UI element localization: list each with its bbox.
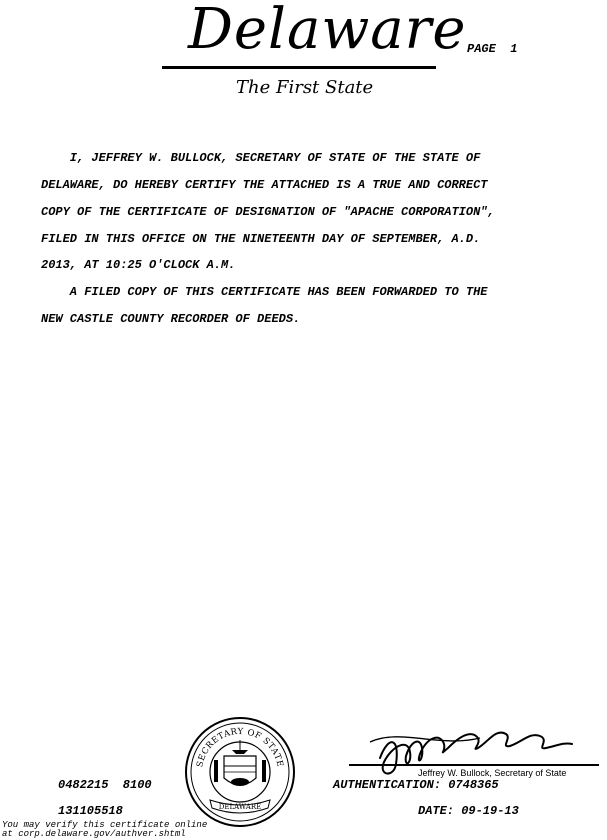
page-number: PAGE 1 <box>467 42 518 56</box>
seal-ring-text: SECRETARY OF STATE <box>195 726 285 769</box>
certificate-line: NEW CASTLE COUNTY RECORDER OF DEEDS. <box>41 312 301 326</box>
signature-caption: Jeffrey W. Bullock, Secretary of State <box>418 768 567 778</box>
signature-line <box>349 764 599 766</box>
sr-number: 131105518 <box>58 804 123 818</box>
verify-note-line1: You may verify this certificate online <box>2 820 208 830</box>
seal-banner-text: DELAWARE <box>218 803 262 811</box>
certificate-line: FILED IN THIS OFFICE ON THE NINETEENTH DAY OF SEPTEMBER, A.D. <box>41 232 481 246</box>
certificate-date: DATE: 09-19-13 <box>418 804 519 818</box>
verify-note-line2: at corp.delaware.gov/authver.shtml <box>2 829 186 839</box>
certificate-line: I, JEFFREY W. BULLOCK, SECRETARY OF STATE OF THE STATE OF <box>41 151 481 165</box>
state-tagline: The First State <box>236 77 374 98</box>
wordmark-underline <box>162 66 436 69</box>
state-seal-icon <box>184 716 296 828</box>
authentication-number: AUTHENTICATION: 0748365 <box>333 778 499 792</box>
certificate-line: DELAWARE, DO HEREBY CERTIFY THE ATTACHED IS A TRUE AND CORRECT <box>41 178 488 192</box>
file-number: 0482215 8100 <box>58 778 152 792</box>
certificate-line: 2013, AT 10:25 O'CLOCK A.M. <box>41 258 236 272</box>
certificate-line: A FILED COPY OF THIS CERTIFICATE HAS BEEN FORWARDED TO THE <box>41 285 488 299</box>
state-wordmark: Delaware <box>188 0 467 62</box>
certificate-line: COPY OF THE CERTIFICATE OF DESIGNATION OF "APACHE CORPORATION", <box>41 205 495 219</box>
